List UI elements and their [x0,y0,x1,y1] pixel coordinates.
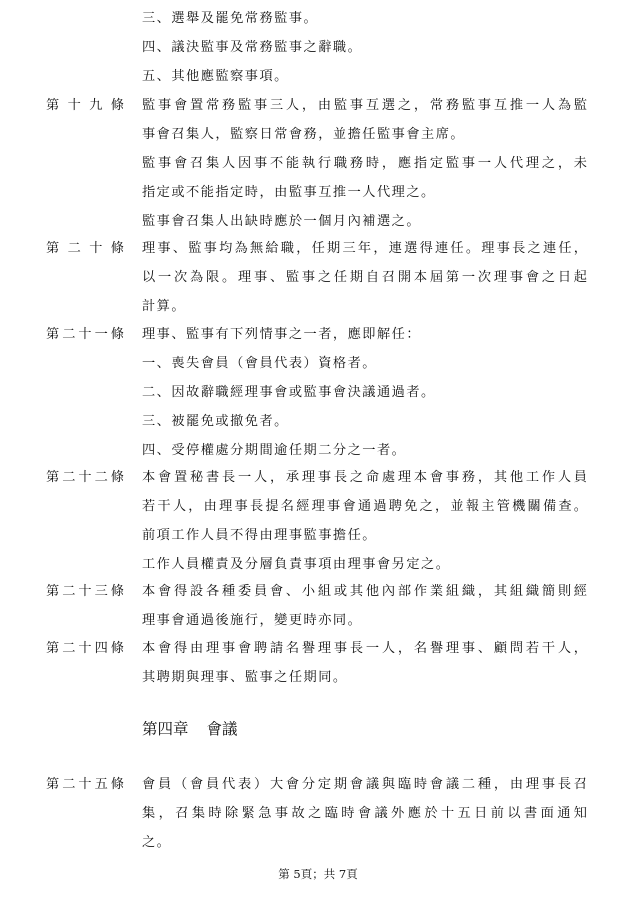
article-label: 第十九條 [46,98,124,113]
article-label: 第二十一條 [46,327,124,342]
article-line: 三、選舉及罷免常務監事。 [142,11,319,26]
article-line: 四、議決監事及常務監事之辭職。 [142,40,363,55]
article-line: 本會置秘書長一人，承理事長之命處理本會事務，其他工作人員 [142,470,587,485]
article-label: 第二十條 [46,241,124,256]
article-line: 事會召集人，監察日常會務，並擔任監事會主席。 [142,127,466,142]
article-line: 以一次為限。理事、監事之任期自召開本屆第一次理事會之日起 [142,270,587,285]
article-label: 第二十三條 [46,584,124,599]
article-label: 第二十五條 [46,777,124,792]
article-label: 第二十四條 [46,641,124,656]
article-line: 理事會通過後施行，變更時亦同。 [142,613,363,628]
chapter-title: 會議 [206,720,238,738]
article-line: 一、喪失會員（會員代表）資格者。 [142,356,377,371]
article-line: 之。 [142,835,172,850]
article-line: 本會得由理事會聘請名譽理事長一人，名譽理事、顧問若干人， [142,641,587,656]
article-line: 監事會召集人因事不能執行職務時，應指定監事一人代理之，未 [142,156,587,171]
page-number: 第 5頁；共 7頁 [278,867,358,881]
article-line: 三、被罷免或撤免者。 [142,414,289,429]
article-line: 工作人員權責及分層負責事項由理事會另定之。 [142,557,451,572]
article-line: 理事、監事均為無給職，任期三年，連選得連任。理事長之連任， [142,241,587,256]
article-line: 本會得設各種委員會、小組或其他內部作業組織，其組織簡則經 [142,584,587,599]
article-label: 第二十二條 [46,470,124,485]
article-line: 理事、監事有下列情事之一者，應即解任： [142,327,422,342]
article-line: 前項工作人員不得由理事監事擔任。 [142,528,377,543]
article-line: 指定或不能指定時，由監事互推一人代理之。 [142,185,436,200]
article-line: 監事會置常務監事三人，由監事互選之，常務監事互推一人為監 [142,98,587,113]
chapter-heading [142,718,238,740]
article-line: 二、因故辭職經理事會或監事會決議通過者。 [142,385,436,400]
article-line: 監事會召集人出缺時應於一個月內補選之。 [142,214,422,229]
article-line: 五、其他應監察事項。 [142,69,289,84]
chapter-number: 第四章 [142,720,189,738]
article-line: 四、受停權處分期間逾任期二分之一者。 [142,443,407,458]
article-line: 會員（會員代表）大會分定期會議與臨時會議二種，由理事長召 [142,777,587,792]
article-line: 計算。 [142,299,187,314]
article-line: 其聘期與理事、監事之任期同。 [142,670,348,685]
article-line: 集，召集時除緊急事故之臨時會議外應於十五日前以書面通知 [142,806,587,821]
article-line: 若干人，由理事長提名經理事會通過聘免之，並報主管機關備查。 [142,499,587,514]
